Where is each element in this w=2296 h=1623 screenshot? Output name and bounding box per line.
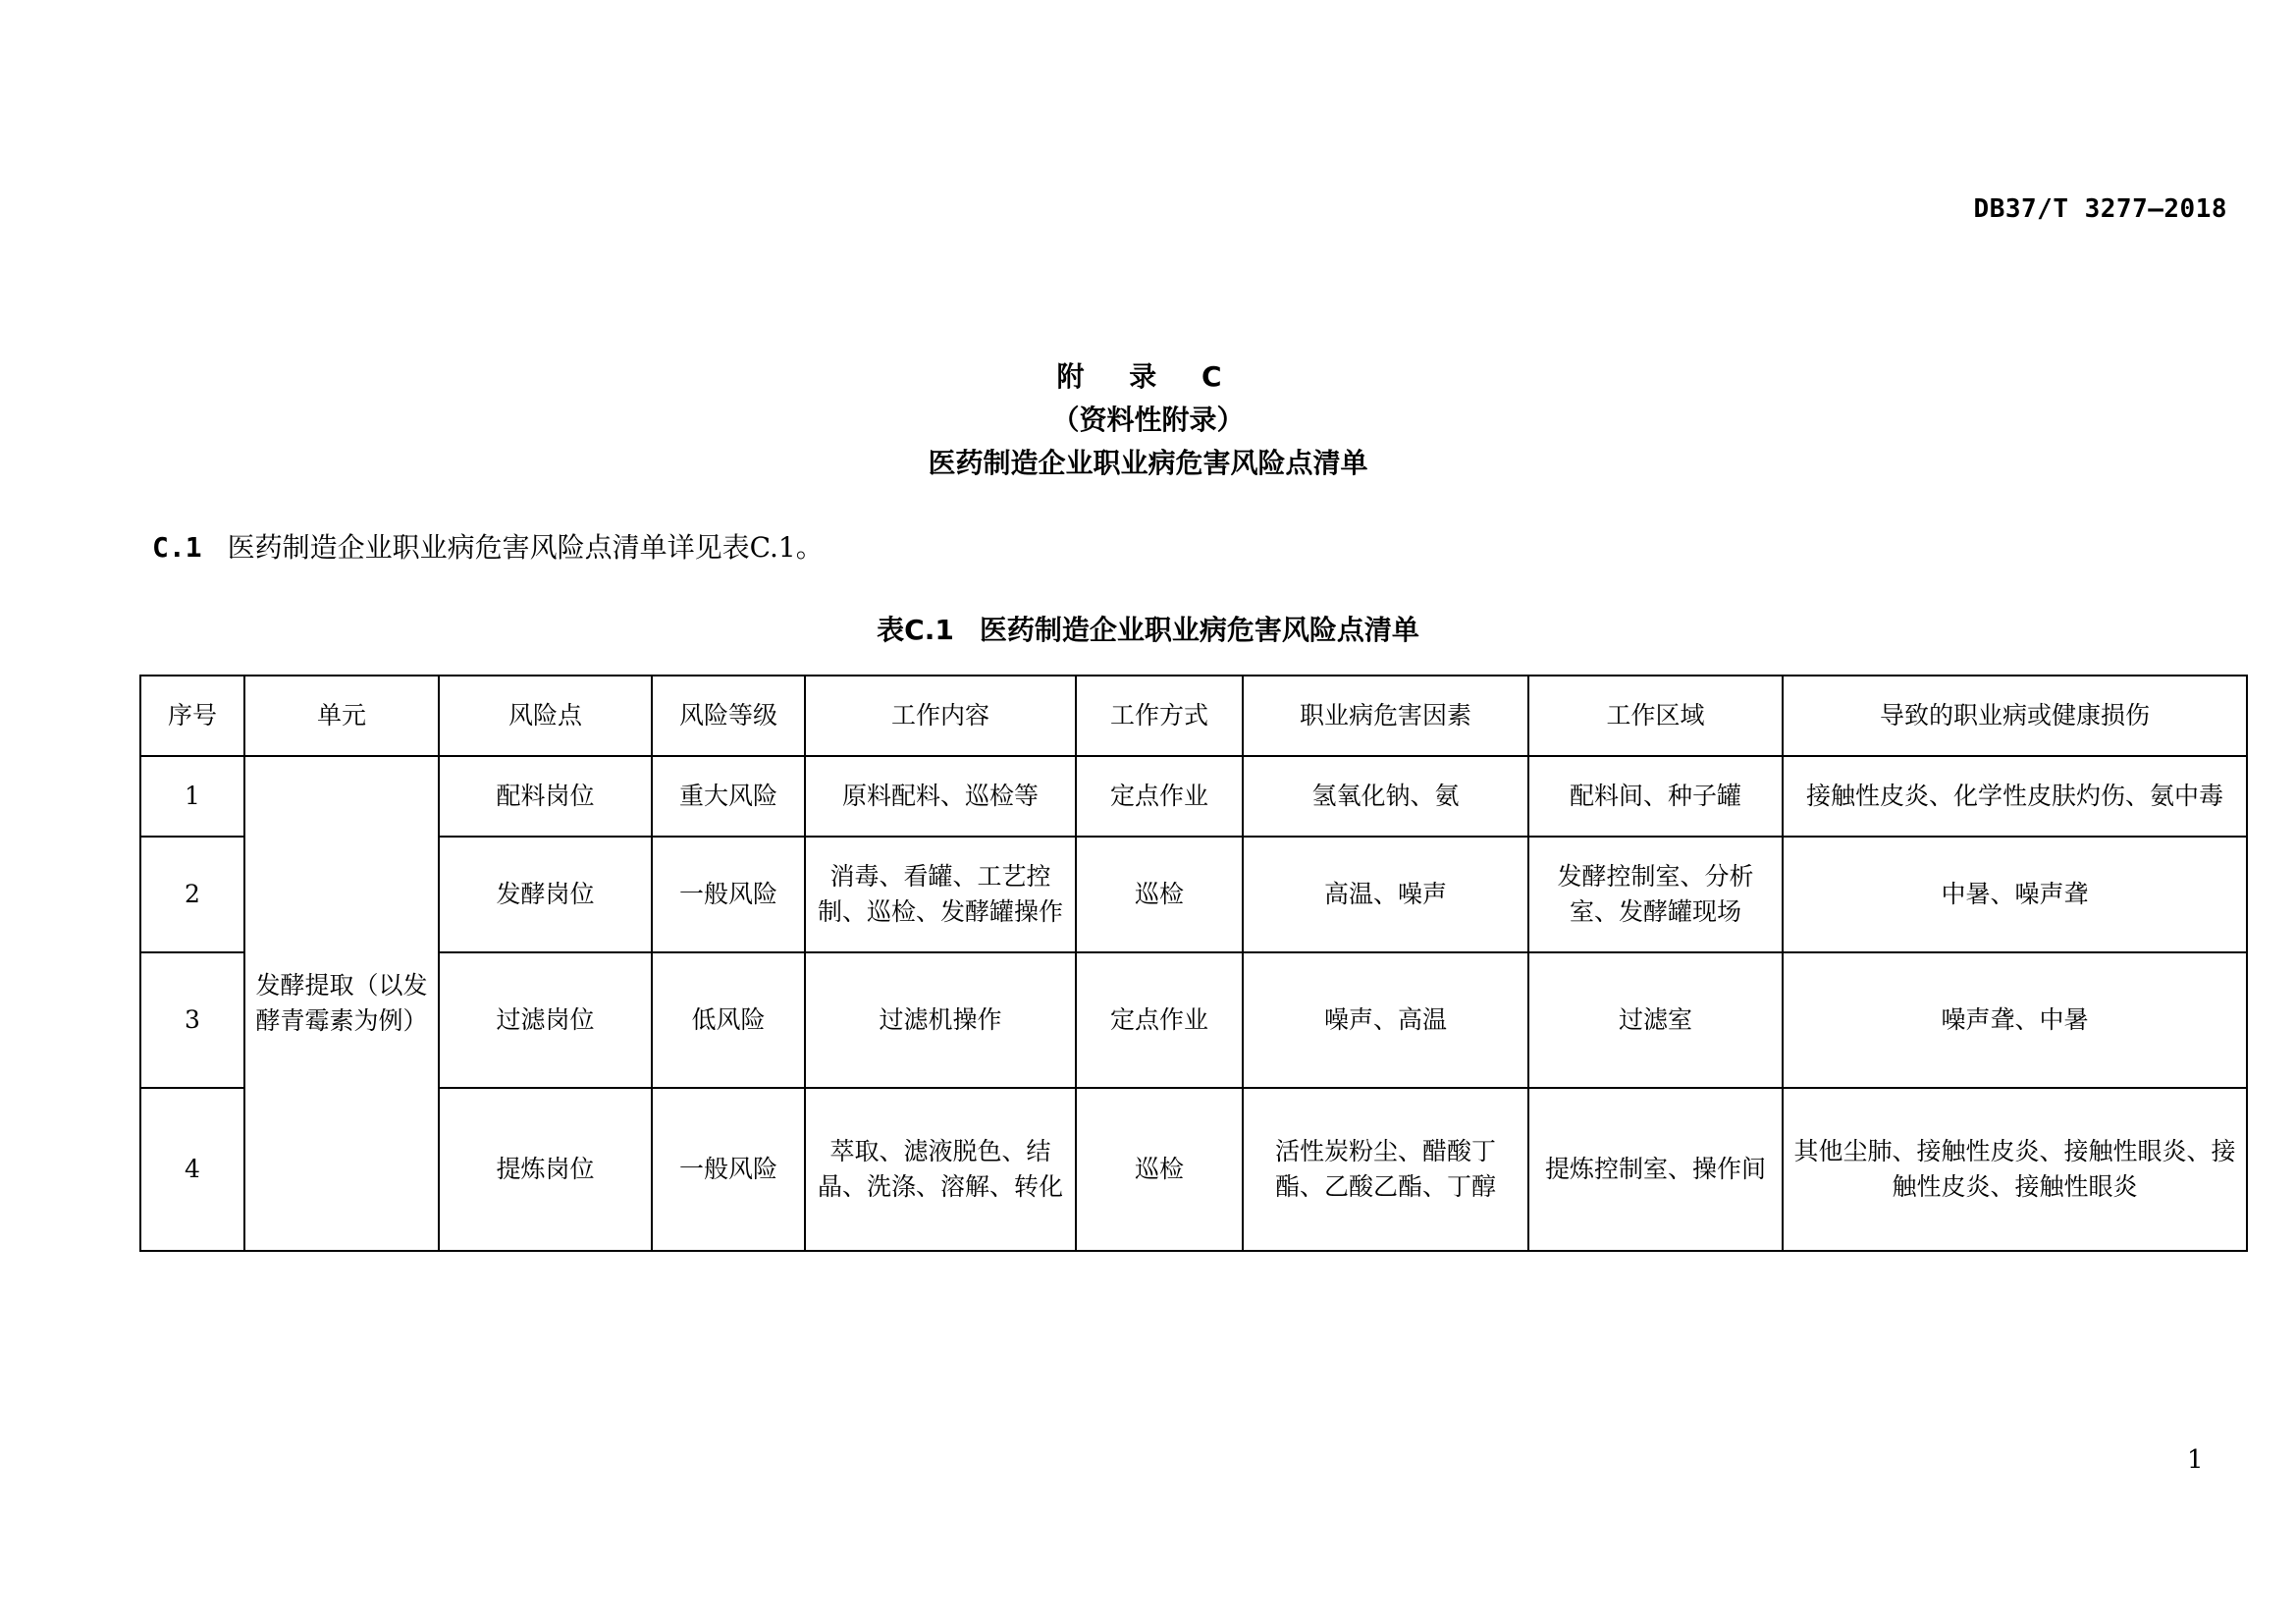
risk-point-cell: 过滤岗位 [439, 952, 652, 1088]
standard-code: DB37/T 3277—2018 [1973, 194, 2227, 224]
row-number-cell: 2 [140, 837, 244, 952]
risk-level-cell: 一般风险 [652, 837, 805, 952]
risk-level-cell: 重大风险 [652, 756, 805, 837]
header-cell: 导致的职业病或健康损伤 [1783, 676, 2247, 756]
work-content-cell: 消毒、看罐、工艺控制、巡检、发酵罐操作 [805, 837, 1076, 952]
header-cell: 序号 [140, 676, 244, 756]
table-header-row [140, 676, 2247, 756]
disease-cell: 其他尘肺、接触性皮炎、接触性眼炎、接触性皮炎、接触性眼炎 [1783, 1088, 2247, 1251]
unit-cell: 发酵提取（以发酵青霉素为例） [244, 756, 439, 1251]
hazard-factors-cell: 噪声、高温 [1243, 952, 1528, 1088]
row-number-cell: 4 [140, 1088, 244, 1251]
work-area-cell: 发酵控制室、分析室、发酵罐现场 [1528, 837, 1783, 952]
work-content-cell: 原料配料、巡检等 [805, 756, 1076, 837]
table-row [140, 756, 2247, 837]
header-cell: 工作区域 [1528, 676, 1783, 756]
risk-point-cell: 配料岗位 [439, 756, 652, 837]
work-mode-cell: 定点作业 [1076, 952, 1243, 1088]
header-cell: 单元 [244, 676, 439, 756]
work-mode-cell: 巡检 [1076, 837, 1243, 952]
work-content-cell: 萃取、滤液脱色、结晶、洗涤、溶解、转化 [805, 1088, 1076, 1251]
table-caption-title: 医药制造企业职业病危害风险点清单 [979, 614, 1419, 646]
work-area-cell: 配料间、种子罐 [1528, 756, 1783, 837]
intro-paragraph [152, 528, 824, 568]
work-area-cell: 过滤室 [1528, 952, 1783, 1088]
risk-point-cell: 提炼岗位 [439, 1088, 652, 1251]
header-cell: 风险等级 [652, 676, 805, 756]
disease-cell: 接触性皮炎、化学性皮肤灼伤、氨中毒 [1783, 756, 2247, 837]
hazard-factors-cell: 活性炭粉尘、醋酸丁酯、乙酸乙酯、丁醇 [1243, 1088, 1528, 1251]
appendix-name: 医药制造企业职业病危害风险点清单 [928, 447, 1368, 479]
row-number-cell: 1 [140, 756, 244, 837]
table-row [140, 837, 2247, 952]
page-number: 1 [2187, 1445, 2204, 1475]
disease-cell: 中暑、噪声聋 [1783, 837, 2247, 952]
appendix-title-block [0, 355, 2296, 485]
intro-text: 医药制造企业职业病危害风险点清单详见表C.1。 [227, 531, 824, 564]
table-row [140, 1088, 2247, 1251]
header-cell: 工作方式 [1076, 676, 1243, 756]
table-caption-number: 表C.1 [877, 614, 954, 646]
header-cell: 风险点 [439, 676, 652, 756]
table-caption [0, 611, 2296, 650]
clause-number: C.1 [152, 531, 202, 564]
risk-level-cell: 一般风险 [652, 1088, 805, 1251]
appendix-type: （资料性附录） [1051, 404, 1245, 436]
appendix-heading: 附 录 C [1056, 360, 1240, 393]
risk-point-cell: 发酵岗位 [439, 837, 652, 952]
header-cell: 工作内容 [805, 676, 1076, 756]
hazard-factors-cell: 氢氧化钠、氨 [1243, 756, 1528, 837]
risk-point-table [139, 675, 2248, 1252]
work-mode-cell: 巡检 [1076, 1088, 1243, 1251]
disease-cell: 噪声聋、中暑 [1783, 952, 2247, 1088]
table-row [140, 952, 2247, 1088]
risk-level-cell: 低风险 [652, 952, 805, 1088]
work-mode-cell: 定点作业 [1076, 756, 1243, 837]
row-number-cell: 3 [140, 952, 244, 1088]
work-content-cell: 过滤机操作 [805, 952, 1076, 1088]
header-cell: 职业病危害因素 [1243, 676, 1528, 756]
hazard-factors-cell: 高温、噪声 [1243, 837, 1528, 952]
work-area-cell: 提炼控制室、操作间 [1528, 1088, 1783, 1251]
